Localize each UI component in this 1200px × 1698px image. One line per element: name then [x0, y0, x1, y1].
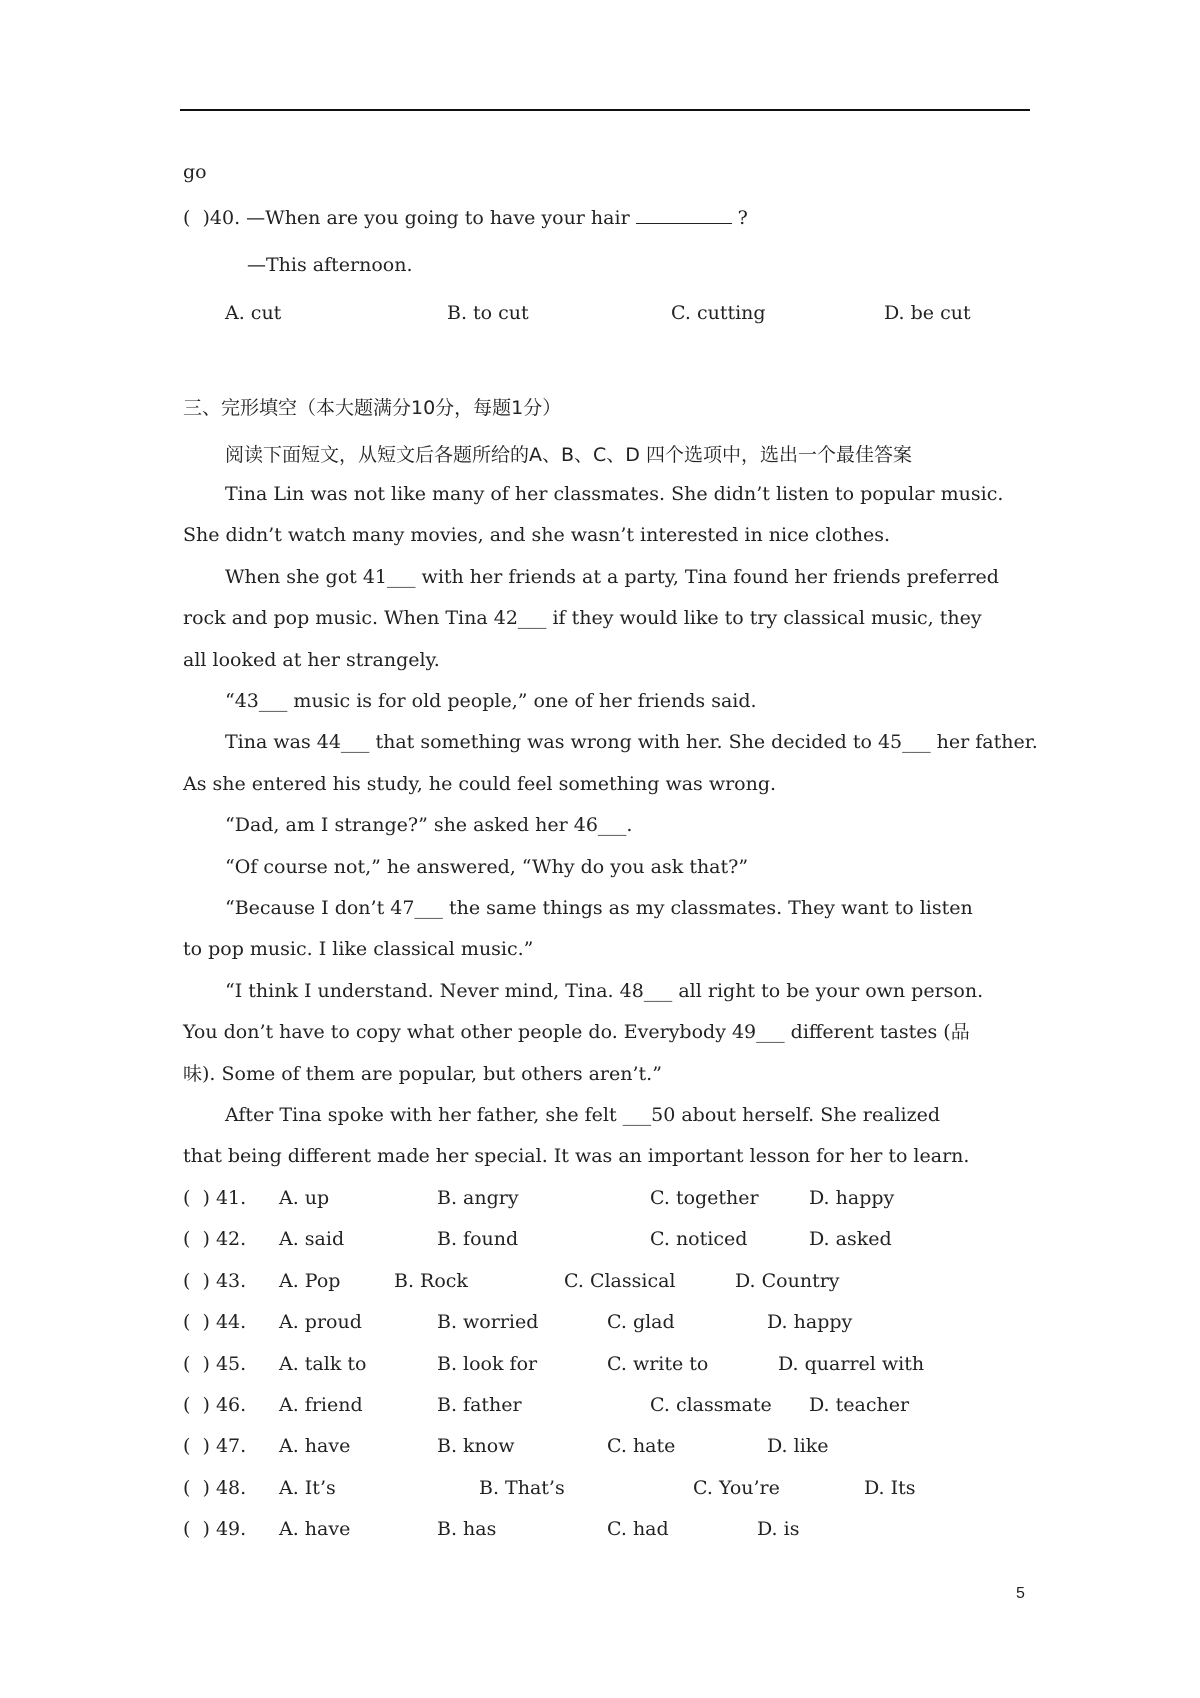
- q40-option-d: D. be cut: [884, 302, 971, 324]
- question-number: ( ) 45.: [183, 1353, 247, 1375]
- answer-option: D. happy: [767, 1311, 853, 1333]
- answer-option: B. know: [437, 1435, 515, 1457]
- answer-option: A. said: [279, 1228, 345, 1250]
- passage-line: Tina Lin was not like many of her classmates. She didn’t listen to popular music.: [225, 483, 1004, 505]
- passage-line: She didn’t watch many movies, and she wasn’t interested in nice clothes.: [183, 524, 891, 546]
- answer-option: A. up: [279, 1187, 330, 1209]
- question-40-prefix: ( )40. —When are you going to have your hair: [183, 207, 630, 229]
- answer-option: B. look for: [437, 1353, 538, 1375]
- section-instruction: 阅读下面短文，从短文后各题所给的A、B、C、D 四个选项中，选出一个最佳答案: [225, 444, 912, 466]
- question-number: ( ) 46.: [183, 1394, 247, 1416]
- passage-line: 味). Some of them are popular, but others aren’t.”: [183, 1063, 662, 1085]
- answer-option: C. glad: [607, 1311, 675, 1333]
- answer-option: D. like: [767, 1435, 829, 1457]
- answer-option: B. found: [437, 1228, 519, 1250]
- answer-option: B. father: [437, 1394, 522, 1416]
- question-40-suffix: ?: [737, 207, 748, 229]
- q40-option-c: C. cutting: [671, 302, 766, 324]
- question-number: ( ) 43.: [183, 1270, 247, 1292]
- answer-option: A. talk to: [279, 1353, 367, 1375]
- q40-option-b: B. to cut: [447, 302, 529, 324]
- answer-option: C. hate: [607, 1435, 676, 1457]
- question-40-reply: —This afternoon.: [247, 254, 413, 276]
- answer-blank: [636, 207, 732, 224]
- top-fragment: go: [183, 161, 207, 183]
- passage-line: “Because I don’t 47___ the same things as my classmates. They want to listen: [225, 897, 973, 919]
- answer-option: C. Classical: [564, 1270, 676, 1292]
- page-number: 5: [1016, 1585, 1025, 1602]
- answer-option: B. That’s: [479, 1477, 565, 1499]
- answer-option: B. angry: [437, 1187, 519, 1209]
- answer-option: D. is: [757, 1518, 800, 1540]
- question-number: ( ) 41.: [183, 1187, 247, 1209]
- q40-option-a: A. cut: [225, 302, 282, 324]
- passage-line: “I think I understand. Never mind, Tina. 48___ all right to be your own person.: [225, 980, 984, 1002]
- answer-option: B. worried: [437, 1311, 539, 1333]
- passage-line: “43___ music is for old people,” one of her friends said.: [225, 690, 757, 712]
- answer-option: B. Rock: [394, 1270, 468, 1292]
- passage-line: rock and pop music. When Tina 42___ if they would like to try classical music, they: [183, 607, 982, 629]
- answer-option: D. asked: [809, 1228, 892, 1250]
- passage-line: Tina was 44___ that something was wrong with her. She decided to 45___ her father.: [225, 731, 1038, 753]
- passage-line: After Tina spoke with her father, she felt ___50 about herself. She realized: [225, 1104, 941, 1126]
- answer-option: C. noticed: [650, 1228, 748, 1250]
- passage-line: that being different made her special. It was an important lesson for her to learn.: [183, 1145, 970, 1167]
- passage-line: “Dad, am I strange?” she asked her 46___.: [225, 814, 633, 836]
- answer-option: B. has: [437, 1518, 497, 1540]
- answer-option: C. had: [607, 1518, 669, 1540]
- answer-option: D. Country: [735, 1270, 840, 1292]
- question-number: ( ) 48.: [183, 1477, 247, 1499]
- passage-line: You don’t have to copy what other people do. Everybody 49___ different tastes (品: [183, 1021, 970, 1043]
- passage-line: When she got 41___ with her friends at a party, Tina found her friends preferred: [225, 566, 999, 588]
- answer-option: A. have: [279, 1518, 351, 1540]
- question-number: ( ) 44.: [183, 1311, 247, 1333]
- section-heading: 三、完形填空（本大题满分10分，每题1分）: [183, 397, 562, 419]
- answer-option: C. write to: [607, 1353, 709, 1375]
- question-number: ( ) 42.: [183, 1228, 247, 1250]
- answer-option: A. have: [279, 1435, 351, 1457]
- answer-option: A. It’s: [279, 1477, 336, 1499]
- question-number: ( ) 47.: [183, 1435, 247, 1457]
- passage-line: all looked at her strangely.: [183, 649, 440, 671]
- header-rule: [180, 109, 1030, 111]
- answer-option: D. quarrel with: [778, 1353, 925, 1375]
- answer-option: A. friend: [279, 1394, 363, 1416]
- answer-option: A. Pop: [279, 1270, 341, 1292]
- answer-option: D. Its: [864, 1477, 916, 1499]
- answer-option: D. happy: [809, 1187, 895, 1209]
- passage-line: to pop music. I like classical music.”: [183, 938, 534, 960]
- question-40: [183, 206, 748, 230]
- answer-option: C. classmate: [650, 1394, 772, 1416]
- answer-option: C. together: [650, 1187, 759, 1209]
- passage-line: “Of course not,” he answered, “Why do you ask that?”: [225, 856, 749, 878]
- passage-line: As she entered his study, he could feel something was wrong.: [183, 773, 777, 795]
- question-number: ( ) 49.: [183, 1518, 247, 1540]
- answer-option: C. You’re: [693, 1477, 780, 1499]
- answer-option: D. teacher: [809, 1394, 910, 1416]
- answer-option: A. proud: [279, 1311, 362, 1333]
